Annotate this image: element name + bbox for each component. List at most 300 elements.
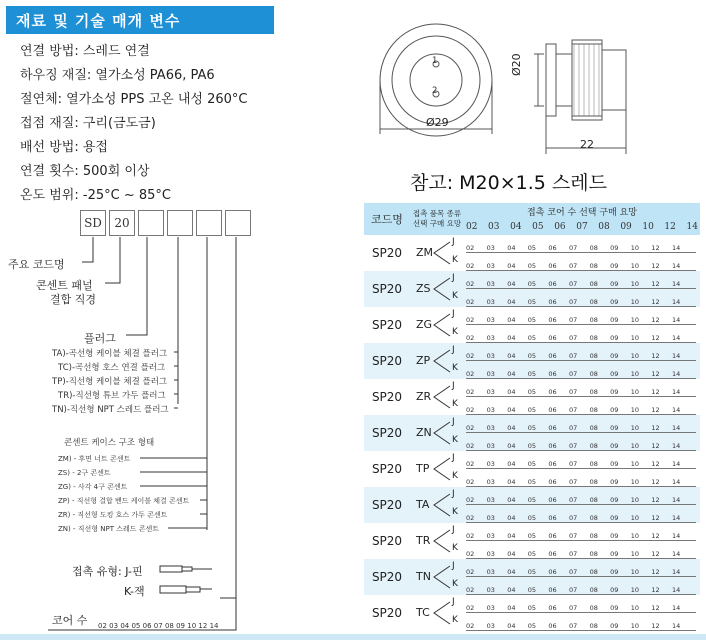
core-option[interactable]: 09 <box>610 586 619 594</box>
core-option[interactable]: 09 <box>610 460 619 468</box>
core-option[interactable]: 12 <box>651 316 660 324</box>
core-option[interactable]: 02 <box>466 586 475 594</box>
core-option[interactable]: 14 <box>671 442 681 450</box>
core-option[interactable]: 05 <box>527 334 537 342</box>
row-code: SP20 <box>364 307 410 343</box>
core-option[interactable]: 05 <box>527 352 537 360</box>
core-option[interactable]: 05 <box>527 568 537 576</box>
core-option[interactable]: 05 <box>527 370 537 378</box>
core-option[interactable]: 08 <box>589 604 598 612</box>
core-option[interactable]: 06 <box>548 532 557 540</box>
core-option[interactable]: 07 <box>568 244 578 252</box>
core-option[interactable]: 05 <box>527 604 537 612</box>
core-option[interactable]: 04 <box>507 388 516 396</box>
core-num: 02 <box>98 622 107 630</box>
core-option[interactable]: 12 <box>651 532 660 540</box>
core-option[interactable]: 08 <box>589 424 598 432</box>
core-option[interactable]: 08 <box>589 622 598 630</box>
core-option[interactable]: 05 <box>527 514 537 522</box>
core-option[interactable]: 03 <box>486 316 495 324</box>
core-option[interactable]: 10 <box>630 244 640 252</box>
core-option[interactable]: 05 <box>527 280 537 288</box>
core-option[interactable]: 10 <box>630 298 640 306</box>
core-option[interactable]: 07 <box>568 262 578 270</box>
core-option[interactable]: 05 <box>527 244 537 252</box>
core-option[interactable]: 05 <box>527 442 537 450</box>
core-option[interactable]: 08 <box>589 334 598 342</box>
core-option[interactable]: 04 <box>507 532 516 540</box>
core-option[interactable]: 08 <box>589 514 598 522</box>
core-number-header <box>464 219 700 235</box>
core-option[interactable]: 05 <box>527 298 537 306</box>
core-num: 05 <box>131 622 141 630</box>
row-label-k: K <box>452 507 458 517</box>
core-option[interactable]: 04 <box>507 334 516 342</box>
core-option[interactable]: 12 <box>651 262 660 270</box>
core-option[interactable]: 10 <box>630 442 640 450</box>
row-type-code: TC <box>416 606 430 619</box>
core-option[interactable]: 09 <box>610 622 619 630</box>
core-option[interactable]: 08 <box>589 370 598 378</box>
core-option[interactable]: 02 <box>466 316 475 324</box>
core-option[interactable]: 07 <box>568 334 578 342</box>
core-option[interactable]: 03 <box>486 460 495 468</box>
core-option[interactable]: 03 <box>486 262 495 270</box>
core-option[interactable]: 12 <box>651 514 660 522</box>
core-option[interactable]: 06 <box>548 478 557 486</box>
core-option[interactable]: 04 <box>507 622 516 630</box>
core-option[interactable]: 05 <box>527 388 537 396</box>
core-option[interactable]: 12 <box>651 298 660 306</box>
core-option[interactable]: 14 <box>671 604 681 612</box>
core-option[interactable]: 08 <box>589 388 598 396</box>
core-option[interactable]: 03 <box>486 478 495 486</box>
core-option[interactable]: 05 <box>527 586 537 594</box>
core-option[interactable]: 04 <box>507 478 516 486</box>
core-option[interactable]: 03 <box>486 442 495 450</box>
row-label-k: K <box>452 327 458 337</box>
core-option[interactable]: 04 <box>507 298 516 306</box>
core-option[interactable]: 14 <box>671 298 681 306</box>
core-option[interactable]: 09 <box>610 550 619 558</box>
core-option[interactable]: 03 <box>486 280 495 288</box>
core-option[interactable]: 06 <box>548 244 557 252</box>
table-row <box>364 271 700 307</box>
core-option[interactable]: 06 <box>548 316 557 324</box>
core-option[interactable]: 04 <box>507 370 516 378</box>
core-option[interactable]: 02 <box>466 406 475 414</box>
case-option-zs: ZS) - 2구 콘센트 <box>58 469 111 477</box>
core-option[interactable]: 07 <box>568 298 578 306</box>
core-option[interactable]: 06 <box>548 460 557 468</box>
core-option[interactable]: 10 <box>630 334 640 342</box>
core-option[interactable]: 14 <box>671 460 681 468</box>
core-option[interactable]: 02 <box>466 370 475 378</box>
core-option[interactable]: 07 <box>568 442 578 450</box>
row-type-code: ZR <box>416 390 432 403</box>
core-option[interactable]: 09 <box>610 244 619 252</box>
core-option[interactable]: 14 <box>671 280 681 288</box>
core-option[interactable]: 12 <box>651 370 660 378</box>
core-option[interactable]: 02 <box>466 514 475 522</box>
core-option[interactable]: 07 <box>568 496 578 504</box>
core-option[interactable]: 04 <box>507 316 516 324</box>
core-option[interactable]: 12 <box>651 334 660 342</box>
core-option[interactable]: 07 <box>568 586 578 594</box>
core-option[interactable]: 03 <box>486 586 495 594</box>
core-option[interactable]: 06 <box>548 424 557 432</box>
core-option[interactable]: 14 <box>671 496 681 504</box>
core-option[interactable]: 07 <box>568 460 578 468</box>
core-option[interactable]: 10 <box>630 586 640 594</box>
core-option[interactable]: 09 <box>610 532 619 540</box>
core-option[interactable]: 06 <box>548 514 557 522</box>
core-option[interactable]: 07 <box>568 514 578 522</box>
core-option[interactable]: 12 <box>651 280 660 288</box>
core-option[interactable]: 10 <box>630 514 640 522</box>
core-option[interactable]: 07 <box>568 352 578 360</box>
core-option[interactable]: 05 <box>527 532 537 540</box>
core-option[interactable]: 05 <box>527 316 537 324</box>
row-type <box>410 415 464 451</box>
row-code: SP20 <box>364 451 410 487</box>
core-option[interactable]: 08 <box>589 460 598 468</box>
core-option[interactable]: 07 <box>568 424 578 432</box>
core-option[interactable]: 08 <box>589 280 598 288</box>
core-option[interactable]: 07 <box>568 280 578 288</box>
core-option[interactable]: 03 <box>486 604 495 612</box>
core-option[interactable]: 07 <box>568 478 578 486</box>
core-option[interactable]: 02 <box>466 262 475 270</box>
code-box-cores <box>225 210 251 236</box>
core-option[interactable]: 06 <box>548 334 557 342</box>
core-option[interactable]: 09 <box>610 496 619 504</box>
core-option[interactable]: 06 <box>548 298 557 306</box>
core-option[interactable]: 09 <box>610 568 619 576</box>
core-option[interactable]: 04 <box>507 244 516 252</box>
core-option[interactable]: 10 <box>630 532 640 540</box>
core-option[interactable]: 02 <box>466 622 475 630</box>
core-option[interactable]: 14 <box>671 406 681 414</box>
core-option-line-k <box>466 361 696 379</box>
case-title: 콘센트 케이스 구조 형태 <box>64 438 155 448</box>
table-row <box>364 235 700 271</box>
core-option-line-k <box>466 577 696 595</box>
core-option[interactable]: 09 <box>610 406 619 414</box>
core-option[interactable]: 05 <box>527 478 537 486</box>
row-label-k: K <box>452 255 458 265</box>
core-option-line-j <box>466 379 696 397</box>
core-option[interactable]: 14 <box>671 514 681 522</box>
core-option[interactable]: 05 <box>527 460 537 468</box>
core-option[interactable]: 06 <box>548 280 557 288</box>
row-core-options <box>464 559 700 595</box>
core-option[interactable]: 03 <box>486 388 495 396</box>
case-option-zp: ZP) - 직선형 결합 밴드 케이블 체결 콘센트 <box>58 497 190 505</box>
core-option[interactable]: 04 <box>507 424 516 432</box>
core-option[interactable]: 06 <box>548 262 557 270</box>
row-type-code: ZS <box>416 282 431 295</box>
core-option[interactable]: 09 <box>610 388 619 396</box>
core-option[interactable]: 08 <box>589 568 598 576</box>
core-option[interactable]: 08 <box>589 550 598 558</box>
core-option[interactable]: 06 <box>548 550 557 558</box>
core-option[interactable]: 05 <box>527 550 537 558</box>
core-option[interactable]: 12 <box>651 352 660 360</box>
core-option-line-j <box>466 559 696 577</box>
core-option[interactable]: 08 <box>589 262 598 270</box>
core-option[interactable]: 12 <box>651 460 660 468</box>
core-option[interactable]: 04 <box>507 280 516 288</box>
core-option[interactable]: 03 <box>486 532 495 540</box>
core-option[interactable]: 06 <box>548 586 557 594</box>
core-option[interactable]: 06 <box>548 604 557 612</box>
core-option[interactable]: 10 <box>630 604 640 612</box>
core-option[interactable]: 12 <box>651 586 660 594</box>
core-option[interactable]: 14 <box>671 244 681 252</box>
core-option[interactable]: 03 <box>486 568 495 576</box>
core-option[interactable]: 03 <box>486 424 495 432</box>
core-option[interactable]: 10 <box>630 280 640 288</box>
core-option[interactable]: 07 <box>568 604 578 612</box>
core-option[interactable]: 08 <box>589 352 598 360</box>
plug-option-ta: TA)-곡선형 케이블 체결 플러그 <box>52 349 168 359</box>
core-option[interactable]: 04 <box>507 550 516 558</box>
core-option[interactable]: 03 <box>486 334 495 342</box>
row-label-j: J <box>452 561 455 571</box>
core-option-line-k <box>466 469 696 487</box>
core-option[interactable]: 07 <box>568 622 578 630</box>
core-option[interactable]: 14 <box>671 478 681 486</box>
core-option[interactable]: 03 <box>486 496 495 504</box>
core-option[interactable]: 12 <box>651 388 660 396</box>
core-option[interactable]: 10 <box>630 496 640 504</box>
core-option[interactable]: 02 <box>466 604 475 612</box>
core-option[interactable]: 10 <box>630 352 640 360</box>
core-option[interactable]: 04 <box>507 568 516 576</box>
core-option[interactable]: 04 <box>507 460 516 468</box>
branch-icon <box>432 238 452 268</box>
core-option-line-k <box>466 289 696 307</box>
core-option[interactable]: 04 <box>507 262 516 270</box>
core-option[interactable]: 03 <box>486 244 495 252</box>
core-option[interactable]: 03 <box>486 298 495 306</box>
core-option[interactable]: 03 <box>486 370 495 378</box>
core-option[interactable]: 12 <box>651 442 660 450</box>
core-option[interactable]: 02 <box>466 388 475 396</box>
core-option[interactable]: 10 <box>630 622 640 630</box>
core-option[interactable]: 08 <box>589 316 598 324</box>
core-option[interactable]: 04 <box>507 514 516 522</box>
core-option[interactable]: 14 <box>671 262 681 270</box>
core-option[interactable]: 10 <box>630 370 640 378</box>
core-option[interactable]: 07 <box>568 370 578 378</box>
core-option[interactable]: 09 <box>610 370 619 378</box>
socket-k-icon <box>160 586 212 593</box>
core-option[interactable]: 10 <box>630 388 640 396</box>
core-option[interactable]: 05 <box>527 406 537 414</box>
core-option[interactable]: 04 <box>507 604 516 612</box>
core-option[interactable]: 02 <box>466 532 475 540</box>
core-option[interactable]: 09 <box>610 604 619 612</box>
core-option-line-j <box>466 235 696 253</box>
core-option[interactable]: 09 <box>610 334 619 342</box>
core-option[interactable]: 02 <box>466 568 475 576</box>
core-option[interactable]: 08 <box>589 244 598 252</box>
core-option[interactable]: 04 <box>507 496 516 504</box>
core-option[interactable]: 07 <box>568 550 578 558</box>
core-option[interactable]: 10 <box>630 406 640 414</box>
core-option[interactable]: 02 <box>466 352 475 360</box>
core-option[interactable]: 09 <box>610 352 619 360</box>
core-option[interactable]: 10 <box>630 460 640 468</box>
core-option[interactable]: 10 <box>630 316 640 324</box>
core-option[interactable]: 07 <box>568 406 578 414</box>
core-option[interactable]: 10 <box>630 568 640 576</box>
core-option[interactable]: 12 <box>651 244 660 252</box>
table-row <box>364 487 700 523</box>
core-option[interactable]: 04 <box>507 442 516 450</box>
thread-reference-title: 참고: M20×1.5 스레드 <box>410 172 607 194</box>
core-option[interactable]: 09 <box>610 262 619 270</box>
core-option[interactable]: 14 <box>671 550 681 558</box>
core-option[interactable]: 10 <box>630 424 640 432</box>
row-label-j: J <box>452 309 455 319</box>
code-box-contact <box>196 210 222 236</box>
core-option[interactable]: 05 <box>527 424 537 432</box>
core-option[interactable]: 10 <box>630 550 640 558</box>
core-option[interactable]: 08 <box>589 496 598 504</box>
core-option[interactable]: 02 <box>466 478 475 486</box>
core-option[interactable]: 08 <box>589 442 598 450</box>
case-option-zr: ZR) - 직선형 도킹 호스 가두 콘센트 <box>58 511 168 519</box>
core-num-header: 06 <box>554 222 566 232</box>
core-option[interactable]: 06 <box>548 406 557 414</box>
core-option[interactable]: 02 <box>466 550 475 558</box>
core-option[interactable]: 06 <box>548 496 557 504</box>
core-option[interactable]: 02 <box>466 280 475 288</box>
core-option[interactable]: 08 <box>589 586 598 594</box>
core-num-header: 09 <box>620 222 632 232</box>
core-option[interactable]: 14 <box>671 622 681 630</box>
core-option[interactable]: 06 <box>548 442 557 450</box>
core-option[interactable]: 09 <box>610 316 619 324</box>
core-option[interactable]: 06 <box>548 568 557 576</box>
core-option[interactable]: 07 <box>568 388 578 396</box>
core-option[interactable]: 05 <box>527 622 537 630</box>
core-option[interactable]: 04 <box>507 352 516 360</box>
core-option[interactable]: 09 <box>610 514 619 522</box>
core-option[interactable]: 06 <box>548 352 557 360</box>
core-option[interactable]: 09 <box>610 298 619 306</box>
code-box-size: 20 <box>109 210 135 236</box>
row-type-code: ZN <box>416 426 432 439</box>
core-option[interactable]: 14 <box>671 424 681 432</box>
core-option[interactable]: 07 <box>568 532 578 540</box>
core-option[interactable]: 09 <box>610 442 619 450</box>
core-option[interactable]: 14 <box>671 532 681 540</box>
row-type <box>410 271 464 307</box>
core-option[interactable]: 08 <box>589 406 598 414</box>
core-option[interactable]: 07 <box>568 568 578 576</box>
core-option[interactable]: 04 <box>507 586 516 594</box>
core-option[interactable]: 12 <box>651 604 660 612</box>
core-option[interactable]: 12 <box>651 568 660 576</box>
core-option[interactable]: 03 <box>486 550 495 558</box>
row-type <box>410 451 464 487</box>
core-option[interactable]: 04 <box>507 406 516 414</box>
core-option[interactable]: 02 <box>466 496 475 504</box>
core-option[interactable]: 05 <box>527 496 537 504</box>
core-option[interactable]: 05 <box>527 262 537 270</box>
core-option[interactable]: 14 <box>671 334 681 342</box>
core-option[interactable]: 12 <box>651 406 660 414</box>
spec-temperature: 온도 범위: -25°C ~ 85°C <box>20 188 171 203</box>
core-option[interactable]: 03 <box>486 406 495 414</box>
core-option[interactable]: 12 <box>651 478 660 486</box>
row-core-options <box>464 307 700 343</box>
row-type <box>410 343 464 379</box>
dim-diameter-29: Ø29 <box>426 116 449 129</box>
core-option[interactable]: 10 <box>630 262 640 270</box>
branch-icon <box>432 346 452 376</box>
code-box-series: SD <box>80 210 106 236</box>
core-option[interactable]: 08 <box>589 478 598 486</box>
core-option[interactable]: 08 <box>589 532 598 540</box>
col-type-header-line-2: 선택 구매 요망 <box>412 219 462 228</box>
core-option[interactable]: 02 <box>466 298 475 306</box>
core-option[interactable]: 06 <box>548 622 557 630</box>
plug-option-tn: TN)-직선형 NPT 스레드 플러그 <box>52 405 169 415</box>
core-option[interactable]: 09 <box>610 478 619 486</box>
core-option[interactable]: 02 <box>466 334 475 342</box>
core-option[interactable]: 06 <box>548 388 557 396</box>
core-option[interactable]: 12 <box>651 622 660 630</box>
core-num: 08 <box>164 622 174 630</box>
table-row <box>364 415 700 451</box>
core-option[interactable]: 02 <box>466 460 475 468</box>
core-option[interactable]: 06 <box>548 370 557 378</box>
core-option[interactable]: 03 <box>486 352 495 360</box>
core-option[interactable]: 07 <box>568 316 578 324</box>
core-option[interactable]: 09 <box>610 280 619 288</box>
core-option[interactable]: 12 <box>651 424 660 432</box>
core-option[interactable]: 14 <box>671 586 681 594</box>
core-option[interactable]: 03 <box>486 622 495 630</box>
core-option[interactable]: 02 <box>466 244 475 252</box>
model-code-boxes <box>80 210 251 236</box>
core-option[interactable]: 14 <box>671 352 681 360</box>
contact-type-j-label: 접촉 유형: J-핀 <box>72 565 143 578</box>
core-option[interactable]: 03 <box>486 514 495 522</box>
core-option[interactable]: 02 <box>466 424 475 432</box>
row-label-j: J <box>452 525 455 535</box>
core-option[interactable]: 02 <box>466 442 475 450</box>
row-label-k: K <box>452 399 458 409</box>
row-core-options <box>464 379 700 415</box>
core-option-line-j <box>466 523 696 541</box>
spec-housing: 하우징 재질: 열가소성 PA66, PA6 <box>20 68 215 83</box>
core-option[interactable]: 12 <box>651 550 660 558</box>
core-option[interactable]: 14 <box>671 316 681 324</box>
core-option[interactable]: 12 <box>651 496 660 504</box>
core-option[interactable]: 08 <box>589 298 598 306</box>
core-option[interactable]: 14 <box>671 568 681 576</box>
core-option[interactable]: 14 <box>671 370 681 378</box>
core-option[interactable]: 14 <box>671 388 681 396</box>
core-option[interactable]: 09 <box>610 424 619 432</box>
core-option[interactable]: 10 <box>630 478 640 486</box>
